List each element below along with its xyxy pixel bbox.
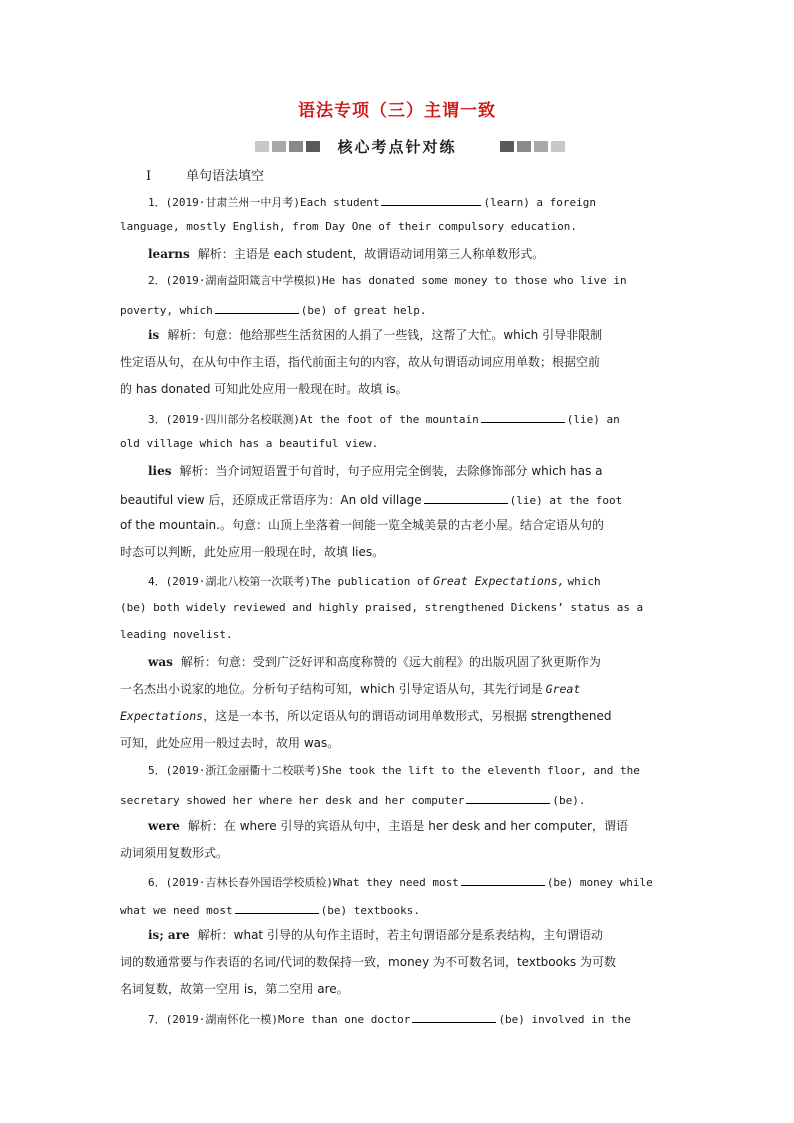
section-heading (146, 165, 264, 184)
question-3-line-1: 3．(2019·四川部分名校联测)At the foot of the mountain (lie) an (148, 410, 620, 427)
answer-blank[interactable] (424, 491, 508, 504)
answer-1: learns 解析：主语是 each student，故谓语动词用第三人称单数形式。 (148, 247, 545, 261)
question-7-line-1: 7．(2019·湖南怀化一模)More than one doctor (be) involved in the (148, 1010, 631, 1027)
answer-key: is; are (148, 928, 190, 942)
answer-6: is; are 解析：what 引导的从句作主语时，若主句谓语部分是系表结构，主句谓语动 (148, 928, 603, 942)
explanation-5-line-2: 动词须用复数形式。 (120, 846, 229, 860)
section-label: 单句语法填空 (186, 169, 265, 184)
banner-decoration-right (500, 141, 565, 152)
answer-blank[interactable] (215, 301, 299, 314)
explanation-3-line-2: beautiful view 后，还原成正常语序为：An old village (lie) at the foot (120, 493, 623, 507)
answer-key: lies (148, 464, 172, 478)
question-4-line-1: 4．(2019·湖北八校第一次联考)The publication of Great Expectations, which (148, 574, 601, 588)
explanation-6-line-2: 词的数通常要与作表语的名词/代词的数保持一致，money 为不可数名词，textbooks 为可数 (120, 955, 616, 969)
question-5-line-2: secretary showed her where her desk and her computer (be). (120, 791, 586, 808)
question-6-line-1: 6．(2019·吉林长春外国语学校质检)What they need most (be) money while (148, 873, 653, 890)
answer-blank[interactable] (412, 1010, 496, 1023)
question-1-line-2: language, mostly English, from Day One of their compulsory education. (120, 220, 577, 233)
section-number: Ⅰ (146, 169, 152, 184)
answer-key: was (148, 655, 173, 669)
explanation-4-line-2: 一名杰出小说家的地位。分析句子结构可知，which 引导定语从句，其先行词是 Great (120, 682, 581, 696)
question-6-line-2: what we need most (be) textbooks. (120, 901, 420, 918)
answer-5: were 解析：在 where 引导的宾语从句中，主语是 her desk and her computer，谓语 (148, 819, 628, 833)
section-banner (0, 136, 794, 158)
question-2-line-1: 2．(2019·湖南益阳箴言中学模拟)He has donated some money to those who live in (148, 274, 627, 287)
question-4-line-3: leading novelist. (120, 628, 233, 641)
question-3-line-2: old village which has a beautiful view. (120, 437, 379, 450)
question-2-line-2: poverty, which (be) of great help. (120, 301, 427, 318)
answer-blank[interactable] (466, 791, 550, 804)
explanation-3-line-4: 时态可以判断，此处应用一般现在时，故填 lies。 (120, 545, 385, 559)
answer-key: were (148, 819, 180, 833)
explanation-2-line-2: 性定语从句，在从句中作主语，指代前面主句的内容，故从句谓语动词应用单数；根据空前 (120, 355, 601, 369)
question-4-line-2: (be) both widely reviewed and highly praised, strengthened Dickens’ status as a (120, 601, 644, 614)
question-1-line-1: 1．(2019·甘肃兰州一中月考)Each student (learn) a foreign (148, 193, 596, 210)
page-title: 语法专项（三）主谓一致 (298, 101, 496, 121)
banner-label: 核心考点针对练 (337, 138, 457, 156)
answer-4: was 解析：句意：受到广泛好评和高度称赞的《远大前程》的出版巩固了狄更斯作为 (148, 655, 601, 669)
question-5-line-1: 5．(2019·浙江金丽衢十二校联考)She took the lift to the eleventh floor, and the (148, 764, 640, 777)
answer-3: lies 解析：当介词短语置于句首时，句子应用完全倒装，去除修饰部分 which has a (148, 464, 603, 478)
book-title: Great Expectations, (433, 574, 565, 588)
answer-blank[interactable] (481, 410, 565, 423)
answer-2: is 解析：句意：他给那些生活贫困的人捐了一些钱，这帮了大忙。which 引导非限制 (148, 328, 603, 342)
answer-key: learns (148, 247, 190, 261)
answer-blank[interactable] (461, 873, 545, 886)
answer-key: is (148, 328, 160, 342)
explanation-2-line-3: 的 has donated 可知此处应用一般现在时。故填 is。 (120, 382, 408, 396)
answer-blank[interactable] (235, 901, 319, 914)
explanation-6-line-3: 名词复数，故第一空用 is，第二空用 are。 (120, 982, 349, 996)
explanation-3-line-3: of the mountain.。句意：山顶上坐落着一间能一览全城美景的古老小屋。结合定语从句的 (120, 518, 604, 532)
answer-blank[interactable] (381, 193, 481, 206)
explanation-4-line-3: Expectations，这是一本书，所以定语从句的谓语动词用单数形式，另根据 strengthened (120, 709, 612, 723)
explanation-4-line-4: 可知，此处应用一般过去时，故用 was。 (120, 736, 340, 750)
